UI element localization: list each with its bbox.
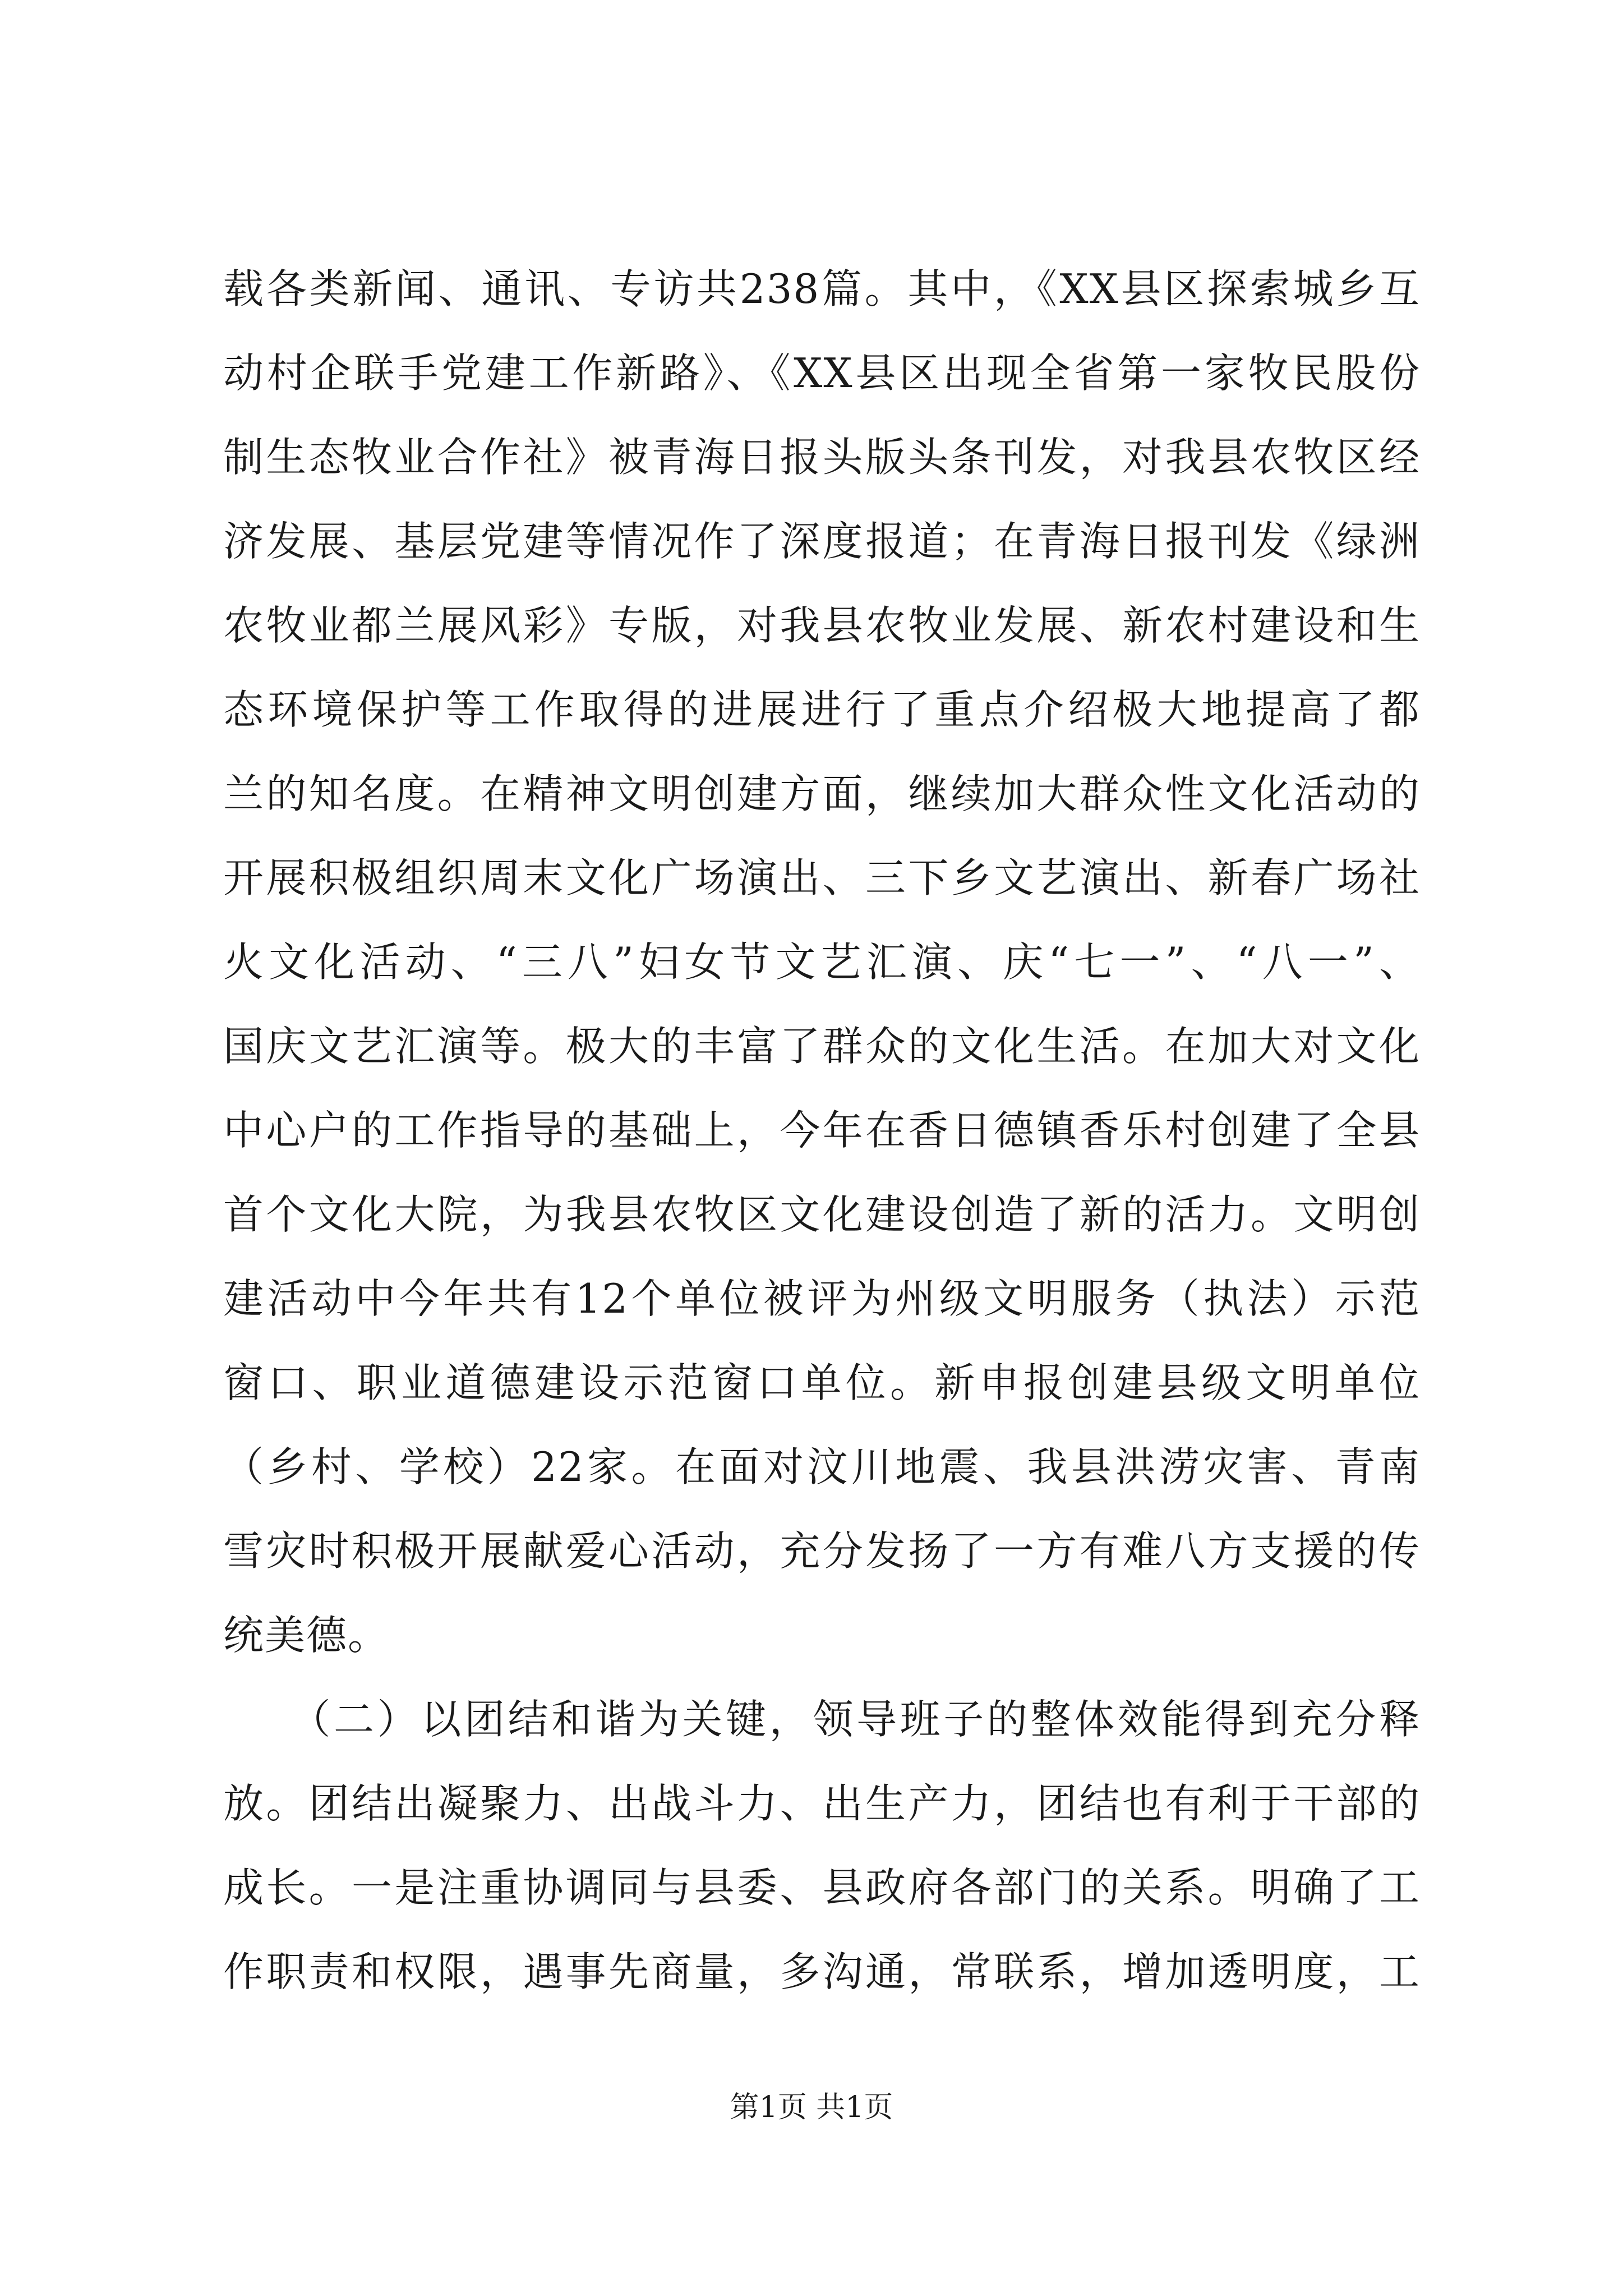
text-line: 首个文化大院，为我县农牧区文化建设创造了新的活力。文明创 bbox=[223, 1191, 1421, 1238]
text-line: 开展积极组织周末文化广场演出、三下乡文艺演出、新春广场社 bbox=[223, 854, 1421, 901]
text-line: 国庆文艺汇演等。极大的丰富了群众的文化生活。在加大对文化 bbox=[223, 1023, 1421, 1070]
text-line: 建活动中今年共有12个单位被评为州级文明服务（执法）示范 bbox=[223, 1275, 1421, 1322]
body-text bbox=[223, 247, 1421, 2014]
text-line: 制生态牧业合作社》被青海日报头版头条刊发，对我县农牧区经 bbox=[223, 434, 1421, 481]
text-line: 农牧业都兰展风彩》专版，对我县农牧业发展、新农村建设和生 bbox=[223, 602, 1421, 649]
text-line: 火文化活动、“三八”妇女节文艺汇演、庆“七一”、“八一”、 bbox=[223, 938, 1421, 986]
section-heading-line: （二）以团结和谐为关键，领导班子的整体效能得到充分释 bbox=[223, 1696, 1421, 1743]
text-line: 中心户的工作指导的基础上，今年在香日德镇香乐村创建了全县 bbox=[223, 1107, 1421, 1154]
text-line: 济发展、基层党建等情况作了深度报道；在青海日报刊发《绿洲 bbox=[223, 518, 1421, 565]
page-number: 第1页 共1页 bbox=[730, 2091, 893, 2124]
text-line: 放。团结出凝聚力、出战斗力、出生产力，团结也有利于干部的 bbox=[223, 1780, 1421, 1827]
text-line: 成长。一是注重协调同与县委、县政府各部门的关系。明确了工 bbox=[223, 1864, 1421, 1911]
text-line: 态环境保护等工作取得的进展进行了重点介绍极大地提高了都 bbox=[223, 686, 1421, 733]
text-line: 兰的知名度。在精神文明创建方面，继续加大群众性文化活动的 bbox=[223, 770, 1421, 817]
text-line: （乡村、学校）22家。在面对汶川地震、我县洪涝灾害、青南 bbox=[223, 1443, 1421, 1490]
text-line: 作职责和权限，遇事先商量，多沟通，常联系，增加透明度，工 bbox=[223, 1948, 1421, 1995]
text-line: 窗口、职业道德建设示范窗口单位。新申报创建县级文明单位 bbox=[223, 1359, 1421, 1406]
text-line: 载各类新闻、通讯、专访共238篇。其中，《XX县区探索城乡互 bbox=[223, 265, 1421, 312]
page-footer bbox=[0, 2088, 1623, 2127]
text-line: 动村企联手党建工作新路》、《XX县区出现全省第一家牧民股份 bbox=[223, 349, 1421, 397]
text-line: 统美德。 bbox=[223, 1612, 390, 1659]
text-line: 雪灾时积极开展献爱心活动，充分发扬了一方有难八方支援的传 bbox=[223, 1527, 1421, 1575]
